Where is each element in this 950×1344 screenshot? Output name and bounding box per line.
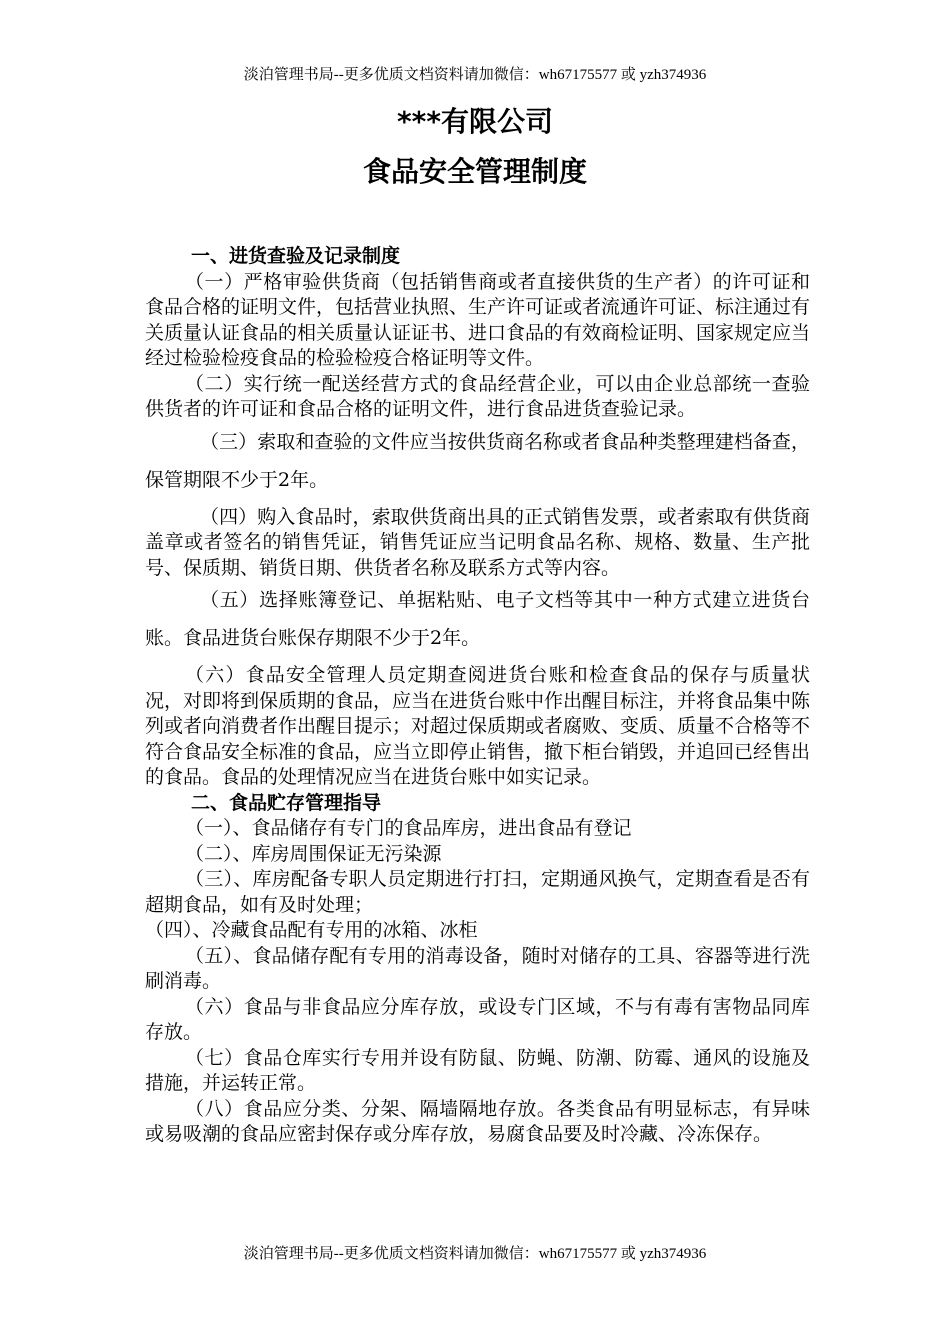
- section-1-paragraph-1: （一）严格审验供货商（包括销售商或者直接供货的生产者）的许可证和食品合格的证明文件，包括营业执照、生产许可证或者流通许可证、标注通过有关质量认证食品的相关质量认证证书、进口食品的有效商检证明、国家规定应当经过检验检疫食品的检验检疫合格证明等文件。: [145, 270, 811, 369]
- section-1-paragraph-4: （四）购入食品时，索取供货商出具的正式销售发票，或者索取有供货商盖章或者签名的销售凭证，销售凭证应当记明食品名称、规格、数量、生产批号、保质期、销货日期、供货者名称及联系方式等内容。: [145, 505, 810, 579]
- section-2-paragraph-8: （八）食品应分类、分架、隔墙隔地存放。各类食品有明显标志，有异味或易吸潮的食品应密封保存或分库存放，易腐食品要及时冷藏、冷冻保存。: [145, 1097, 810, 1145]
- company-title: ***有限公司: [397, 105, 553, 138]
- section-2-heading: 二、食品贮存管理指导: [191, 791, 382, 814]
- header-note: 淡泊管理书局--更多优质文档资料请加微信：wh67175577 或 yzh374936: [243, 67, 707, 83]
- section-2-paragraph-3: （三）、库房配备专职人员定期进行打扫，定期通风换气，定期查看是否有超期食品，如有及时处理；: [145, 868, 810, 916]
- section-1-paragraph-6: （六）食品安全管理人员定期查阅进货台账和检查食品的保存与质量状况，对即将到保质期的食品，应当在进货台账中作出醒目标注，并将食品集中陈列或者向消费者作出醒目提示；对超过保质期或者腐败、变质、质量不合格等不符合食品安全标准的食品，应当立即停止销售，撤下柜台销毁，并追回已经售出的食品。食品的处理情况应当在进货台账中如实记录。: [145, 664, 811, 788]
- section-1-paragraph-2: （二）实行统一配送经营方式的食品经营企业，可以由企业总部统一查验供货者的许可证和食品合格的证明文件，进行食品进货查验记录。: [145, 372, 810, 420]
- section-2-paragraph-4: （四）、冷藏食品配有专用的冰箱、冰柜: [145, 919, 478, 941]
- document-title: 食品安全管理制度: [362, 155, 587, 188]
- section-2-paragraph-7: （七）食品仓库实行专用并设有防鼠、防蝇、防潮、防霉、通风的设施及措施，并运转正常。: [145, 1046, 810, 1094]
- section-1-paragraph-3: （三）索取和查验的文件应当按供货商名称或者食品种类整理建档备查，保管期限不少于2年。: [145, 430, 810, 491]
- section-2-paragraph-5: （五）、食品储存配有专用的消毒设备，随时对储存的工具、容器等进行洗刷消毒。: [145, 944, 810, 992]
- section-2-paragraph-1: （一）、食品储存有专门的食品库房，进出食品有登记: [185, 817, 632, 839]
- section-1-paragraph-5: （五）选择账簿登记、单据粘贴、电子文档等其中一种方式建立进货台账。食品进货台账保存期限不少于2年。: [145, 589, 810, 649]
- section-2-paragraph-2: （二）、库房周围保证无污染源: [185, 842, 442, 865]
- document-body: [145, 244, 810, 1148]
- footer-note: 淡泊管理书局--更多优质文档资料请加微信：wh67175577 或 yzh374936: [243, 1246, 707, 1262]
- section-2-paragraph-6: （六）食品与非食品应分库存放，或设专门区域，不与有毒有害物品同库存放。: [145, 995, 810, 1043]
- section-1-heading: 一、进货查验及记录制度: [191, 245, 401, 267]
